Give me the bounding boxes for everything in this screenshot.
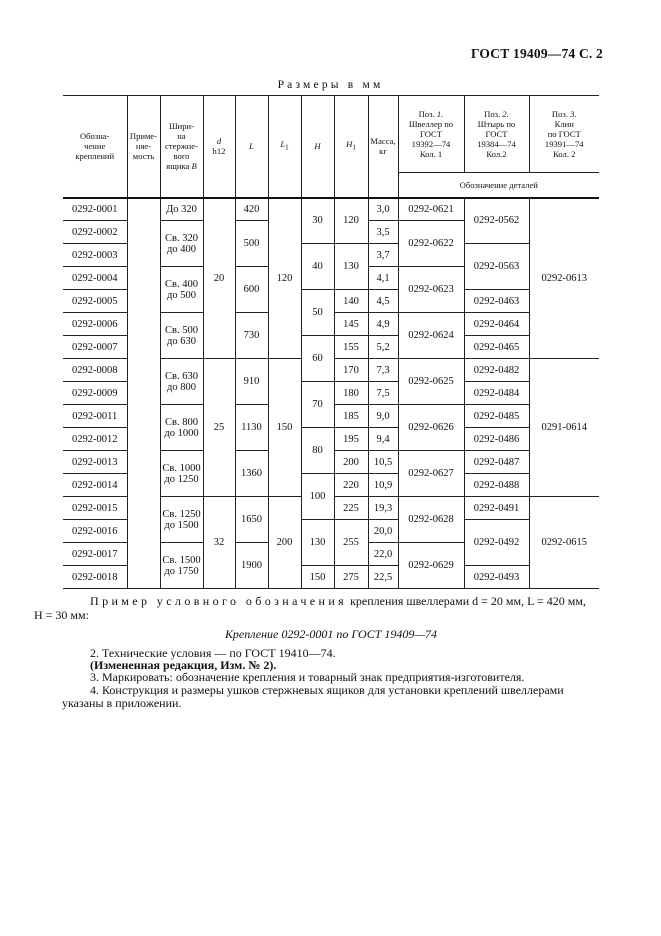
table-cell-H1: 120 [334, 198, 368, 244]
table-cell-L1: 200 [268, 497, 301, 589]
table-cell-H: 50 [301, 290, 334, 336]
table-cell-L: 500 [235, 221, 268, 267]
table-cell-code: 0292-0007 [63, 336, 127, 359]
table-cell-mass: 3,5 [368, 221, 398, 244]
table-cell-code: 0292-0015 [63, 497, 127, 520]
table-cell-pos2: 0292-0563 [464, 244, 529, 290]
table-cell-pos3: 0291-0614 [529, 359, 599, 497]
table-cell-H1: 145 [334, 313, 368, 336]
table-cell-H1: 220 [334, 474, 368, 497]
table-cell-width: Св. 1500 до 1750 [160, 543, 203, 589]
table-cell-pos1: 0292-0622 [398, 221, 464, 267]
table-cell-pos1: 0292-0623 [398, 267, 464, 313]
table-cell-H1: 225 [334, 497, 368, 520]
table-cell-H1: 170 [334, 359, 368, 382]
page-header: ГОСТ 19409—74 С. 2 [470, 46, 603, 61]
table-cell-mass: 19,3 [368, 497, 398, 520]
table-cell-mass: 4,9 [368, 313, 398, 336]
table-cell-pos2: 0292-0487 [464, 451, 529, 474]
table-cell-mass: 7,5 [368, 382, 398, 405]
table-cell-L1: 120 [268, 198, 301, 359]
table-cell-code: 0292-0002 [63, 221, 127, 244]
col-d: d h12 [203, 96, 235, 198]
table-cell-H1: 180 [334, 382, 368, 405]
table-cell-code: 0292-0012 [63, 428, 127, 451]
paragraph-2: 2. Технические условия — по ГОСТ 19410—74. [90, 646, 336, 660]
table-cell-pos1: 0292-0626 [398, 405, 464, 451]
table-cell-pos1: 0292-0628 [398, 497, 464, 543]
table-cell-pos3: 0292-0615 [529, 497, 599, 589]
table-cell-mass: 4,5 [368, 290, 398, 313]
table-cell-code: 0292-0003 [63, 244, 127, 267]
col-pos2: Поз. 2. Штырь по ГОСТ 19384—74 Кол.2 [464, 96, 529, 173]
paragraph-3: 3. Маркировать: обозначение крепления и товарный знак предприятия-изготовителя. [90, 670, 525, 684]
table-cell-width: Св. 1250 до 1500 [160, 497, 203, 543]
table-cell-L: 600 [235, 267, 268, 313]
table-cell-H: 70 [301, 382, 334, 428]
table-cell-pos2: 0292-0486 [464, 428, 529, 451]
table-cell-d: 20 [203, 198, 235, 359]
table-cell-H1: 200 [334, 451, 368, 474]
table-cell-pos2: 0292-0464 [464, 313, 529, 336]
table-cell-L: 910 [235, 359, 268, 405]
table-cell-H1: 255 [334, 520, 368, 566]
col-designation: Обозна- чение креплений [63, 96, 127, 198]
table-cell-code: 0292-0018 [63, 566, 127, 589]
table-cell-mass: 7,3 [368, 359, 398, 382]
table-cell-code: 0292-0006 [63, 313, 127, 336]
table-cell-pos1: 0292-0621 [398, 198, 464, 221]
col-pos3: Поз. 3. Клин по ГОСТ 19391—74 Кол. 2 [529, 96, 599, 173]
table-cell-pos2: 0292-0485 [464, 405, 529, 428]
table-cell-pos2: 0292-0562 [464, 198, 529, 244]
table-cell-mass: 22,5 [368, 566, 398, 589]
table-cell-mass: 5,2 [368, 336, 398, 359]
table-cell-H: 150 [301, 566, 334, 589]
table-cell-L: 730 [235, 313, 268, 359]
table-cell-code: 0292-0013 [63, 451, 127, 474]
table-cell-mass: 9,0 [368, 405, 398, 428]
col-H1: $H_1$ [334, 96, 368, 198]
table-cell-mass: 10,5 [368, 451, 398, 474]
paragraph-4: 4. Конструкция и размеры ушков стержневых ящиков для установки креплений швеллерами [90, 683, 564, 697]
table-cell-H1: 275 [334, 566, 368, 589]
table-cell-width: Св. 630 до 800 [160, 359, 203, 405]
table-cell-pos2: 0292-0463 [464, 290, 529, 313]
table-cell-code: 0292-0014 [63, 474, 127, 497]
table-cell-width: Св. 800 до 1000 [160, 405, 203, 451]
table-cell-width: Св. 500 до 630 [160, 313, 203, 359]
table-cell-code: 0292-0016 [63, 520, 127, 543]
table-cell-d: 25 [203, 359, 235, 497]
table-cell-pos2: 0292-0488 [464, 474, 529, 497]
table-cell-code: 0292-0011 [63, 405, 127, 428]
table-cell-pos1: 0292-0627 [398, 451, 464, 497]
table-cell-d: 32 [203, 497, 235, 589]
example-designation: Крепление 0292-0001 по ГОСТ 19409—74 [224, 627, 438, 641]
table-cell-mass: 10,9 [368, 474, 398, 497]
table-cell-H1: 155 [334, 336, 368, 359]
table-cell-H: 130 [301, 520, 334, 566]
paragraph-4-cont: указаны в приложении. [62, 696, 182, 710]
col-L: L [235, 96, 268, 198]
table-cell-L1: 150 [268, 359, 301, 497]
table-cell-L: 1650 [235, 497, 268, 543]
table-cell-H: 30 [301, 198, 334, 244]
table-cell-pos1: 0292-0624 [398, 313, 464, 359]
table-cell-code: 0292-0004 [63, 267, 127, 290]
table-cell-H: 60 [301, 336, 334, 382]
table-cell-code: 0292-0005 [63, 290, 127, 313]
table-cell-L: 1130 [235, 405, 268, 451]
table-cell-width: До 320 [160, 198, 203, 221]
col-pos1: Поз. 1. Швеллер по ГОСТ 19392—74 Кол. 1 [398, 96, 464, 173]
table-cell-pos2: 0292-0493 [464, 566, 529, 589]
table-cell-H: 40 [301, 244, 334, 290]
table-cell-L: 1360 [235, 451, 268, 497]
table-cell-mass: 20,0 [368, 520, 398, 543]
col-H: H [301, 96, 334, 198]
table-cell-H: 80 [301, 428, 334, 474]
table-cell-pos2: 0292-0491 [464, 497, 529, 520]
table-cell-H: 100 [301, 474, 334, 520]
table-cell-mass: 4,1 [368, 267, 398, 290]
col-application: Приме- няе- мость [127, 96, 160, 198]
fasteners-table [63, 95, 599, 589]
example-paragraph: Пример условного обозначения крепления швеллерами d = 20 мм, L = 420 мм, H = 30 мм: [34, 594, 586, 622]
table-cell-H1: 185 [334, 405, 368, 428]
table-cell-pos3: 0292-0613 [529, 198, 599, 359]
col-L1: $L_1$ [268, 96, 301, 198]
table-cell-pos2: 0292-0484 [464, 382, 529, 405]
table-cell-pos1: 0292-0629 [398, 543, 464, 589]
application-column [127, 198, 160, 589]
table-cell-width: Св. 400 до 500 [160, 267, 203, 313]
table-cell-H1: 140 [334, 290, 368, 313]
table-cell-H1: 130 [334, 244, 368, 290]
table-cell-code: 0292-0001 [63, 198, 127, 221]
parts-designation-header: Обозначение деталей [398, 173, 599, 198]
sizes-caption: Размеры в мм [277, 79, 384, 91]
table-cell-mass: 3,0 [368, 198, 398, 221]
table-cell-pos2: 0292-0482 [464, 359, 529, 382]
table-cell-width: Св. 1000 до 1250 [160, 451, 203, 497]
table-cell-mass: 22,0 [368, 543, 398, 566]
table-cell-mass: 9,4 [368, 428, 398, 451]
table-cell-H1: 195 [334, 428, 368, 451]
table-cell-L: 420 [235, 198, 268, 221]
table-cell-pos1: 0292-0625 [398, 359, 464, 405]
table-cell-width: Св. 320 до 400 [160, 221, 203, 267]
revision-note: (Измененная редакция, Изм. № 2). [90, 658, 277, 672]
table-cell-mass: 3,7 [368, 244, 398, 267]
table-cell-pos2: 0292-0492 [464, 520, 529, 566]
col-mass: Масса, кг [368, 96, 398, 198]
table-cell-L: 1900 [235, 543, 268, 589]
table-cell-code: 0292-0017 [63, 543, 127, 566]
col-box-width: Шири- на стержне- вого ящика B [160, 96, 203, 198]
table-cell-pos2: 0292-0465 [464, 336, 529, 359]
table-cell-code: 0292-0009 [63, 382, 127, 405]
table-cell-code: 0292-0008 [63, 359, 127, 382]
